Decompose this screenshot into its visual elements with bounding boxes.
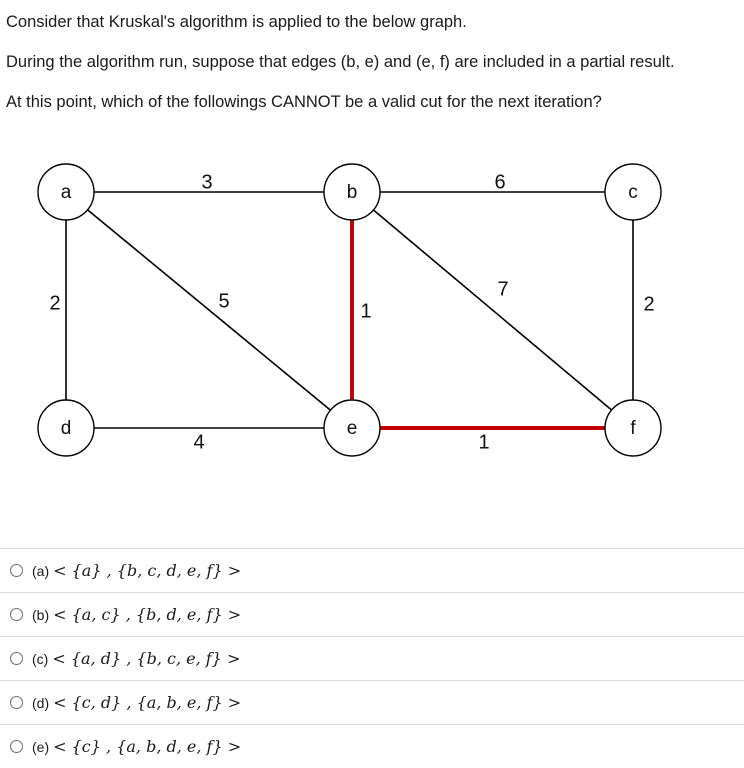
question-line-1: Consider that Kruskal's algorithm is applied to the below graph.	[6, 13, 467, 31]
option-a-label: (a)	[32, 562, 50, 579]
node-label-b: b	[346, 182, 358, 204]
option-c-math: < {a, d} , {b, c, e, f} >	[52, 649, 241, 668]
option-d-math: < {c, d} , {a, b, e, f} >	[53, 693, 242, 712]
edge-weight-c-f: 2	[643, 293, 655, 316]
option-d-label: (d)	[32, 694, 50, 711]
node-label-a: a	[60, 182, 72, 204]
question-line-2: During the algorithm run, suppose that edges (b, e) and (e, f) are included in a partial result.	[6, 53, 675, 71]
option-e[interactable]	[0, 724, 744, 768]
node-label-c: c	[628, 182, 638, 204]
radio-c[interactable]	[10, 652, 23, 665]
option-b[interactable]	[0, 592, 744, 636]
answer-options	[0, 548, 744, 768]
option-a[interactable]	[0, 548, 744, 592]
radio-a[interactable]	[10, 564, 23, 577]
radio-b[interactable]	[10, 608, 23, 621]
graph-diagram	[0, 150, 744, 480]
option-e-label: (e)	[32, 738, 50, 755]
edge-weight-b-f: 7	[497, 278, 509, 301]
option-b-math: < {a, c} , {b, d, e, f} >	[53, 605, 242, 624]
edge-b-f	[373, 210, 611, 410]
edge-weight-a-b: 3	[201, 171, 213, 194]
question-line-3: At this point, which of the followings CANNOT be a valid cut for the next iteration?	[6, 93, 602, 111]
edge-weight-a-d: 2	[49, 292, 61, 315]
option-c-label: (c)	[32, 650, 49, 667]
edge-weight-d-e: 4	[193, 431, 205, 454]
option-b-label: (b)	[32, 606, 50, 623]
node-label-e: e	[346, 418, 358, 440]
edge-a-e	[88, 210, 331, 410]
radio-e[interactable]	[10, 740, 23, 753]
option-c[interactable]	[0, 636, 744, 680]
edge-weight-b-c: 6	[494, 171, 506, 194]
edge-weight-b-e: 1	[360, 300, 372, 323]
option-e-math: < {c} , {a, b, d, e, f} >	[53, 737, 242, 756]
node-label-d: d	[60, 418, 72, 440]
edge-weight-a-e: 5	[218, 290, 230, 313]
edge-weight-e-f: 1	[478, 431, 490, 454]
option-d[interactable]	[0, 680, 744, 724]
node-label-f: f	[630, 418, 636, 440]
option-a-math: < {a} , {b, c, d, e, f} >	[53, 561, 242, 580]
radio-d[interactable]	[10, 696, 23, 709]
